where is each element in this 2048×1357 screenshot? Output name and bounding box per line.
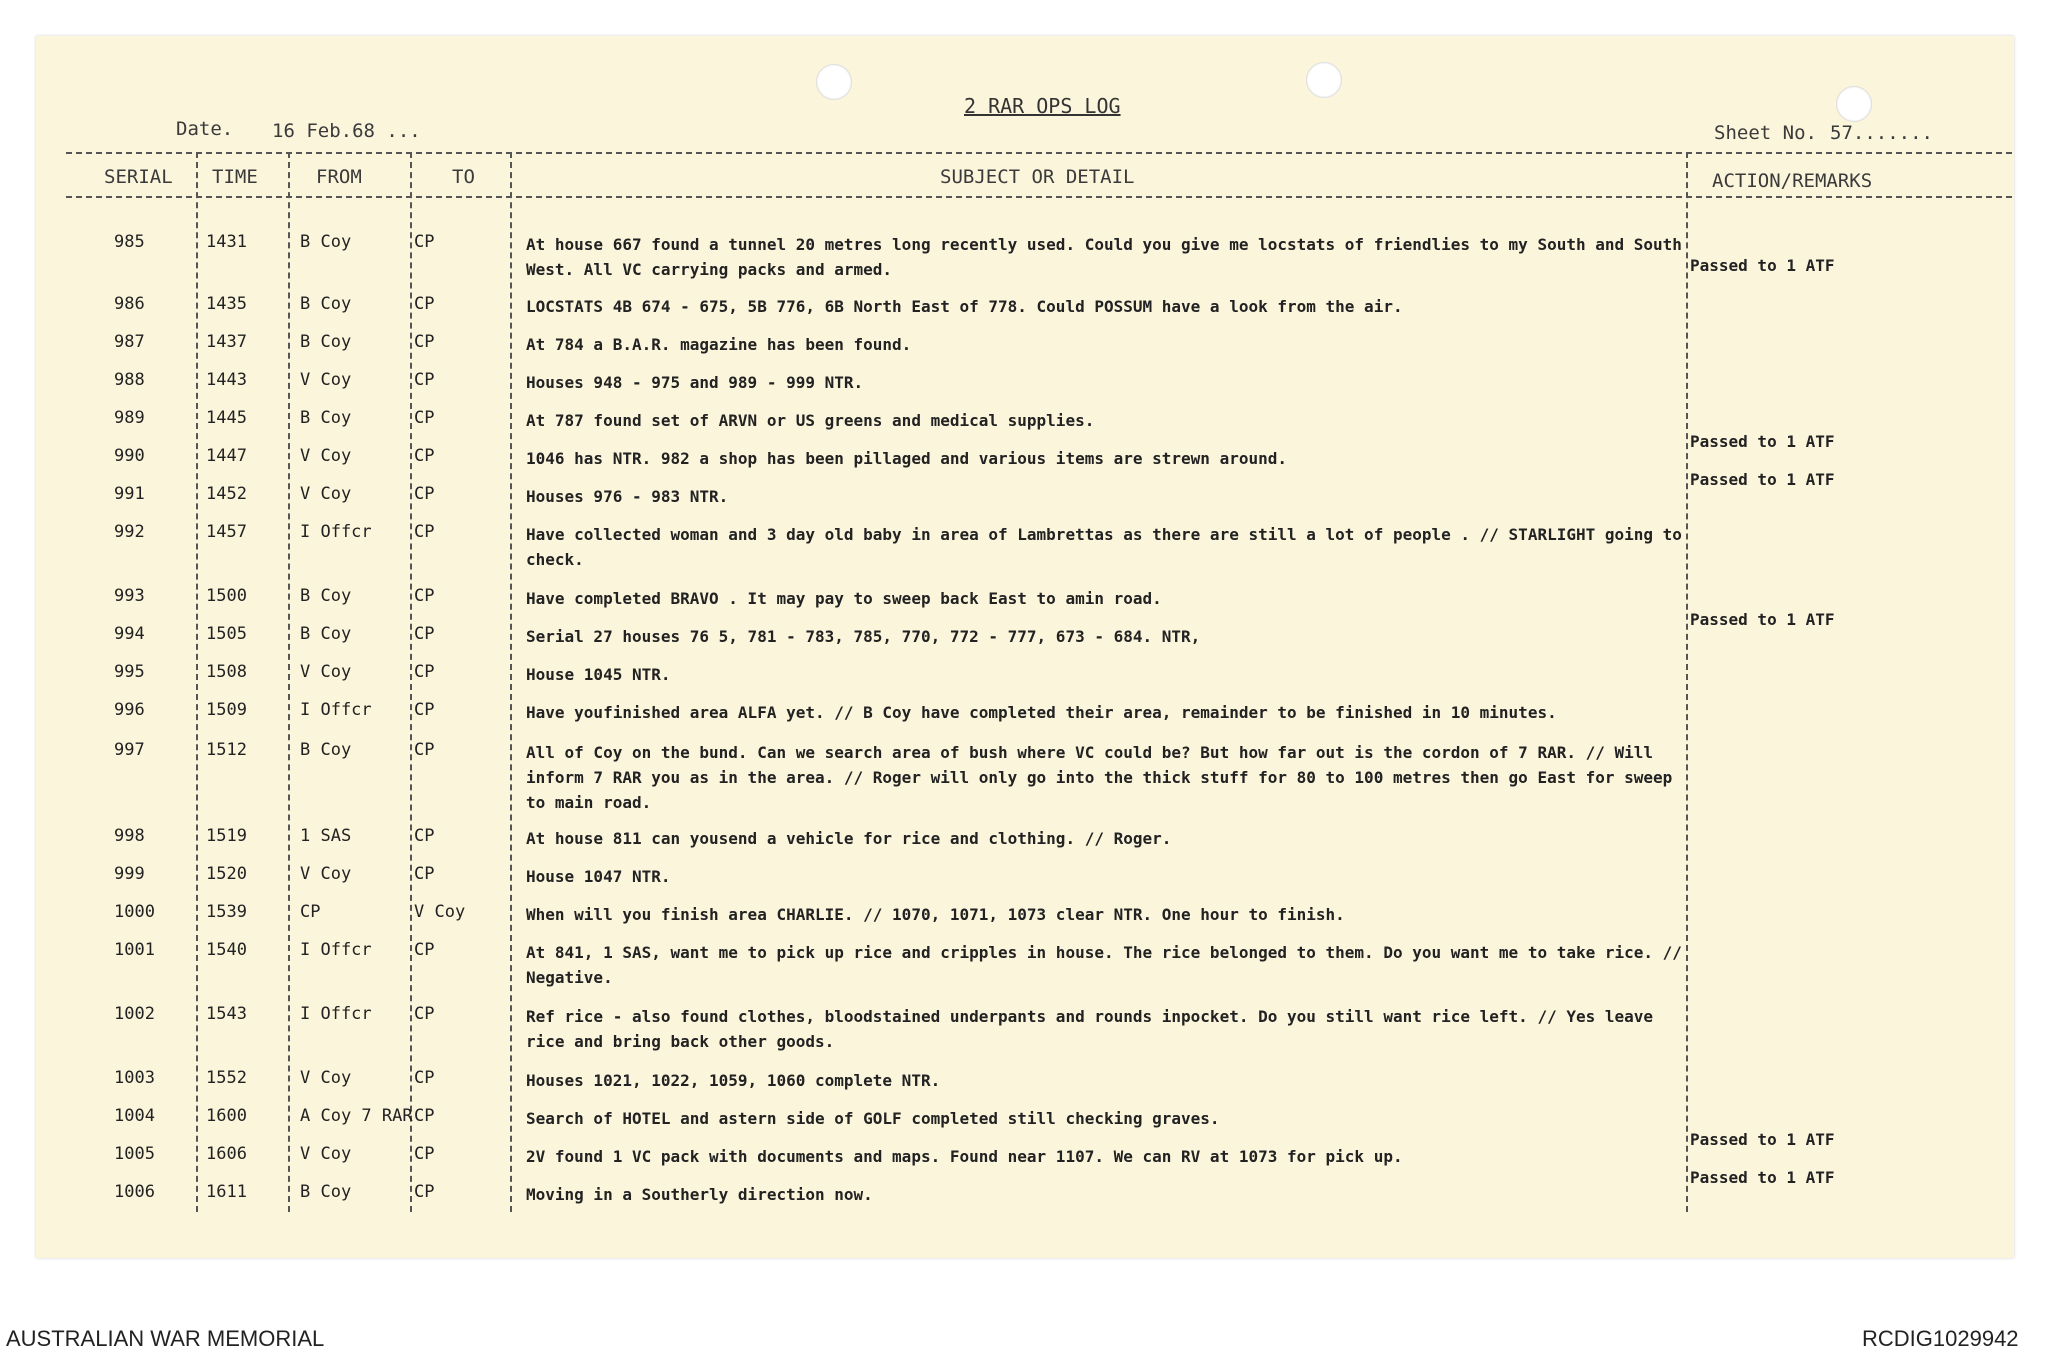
to-cell: CP — [414, 1106, 435, 1126]
table-row — [0, 484, 2048, 520]
from-cell: B Coy — [300, 332, 352, 352]
time-cell: 1552 — [206, 1068, 247, 1088]
action-cell: Passed to 1 ATF — [1690, 1168, 1835, 1187]
to-cell: CP — [414, 740, 435, 760]
time-cell: 1447 — [206, 446, 247, 466]
log-title: 2 RAR OPS LOG — [964, 94, 1121, 118]
table-row — [0, 1144, 2048, 1187]
to-cell: CP — [414, 232, 435, 252]
col-header-serial: SERIAL — [104, 166, 173, 188]
serial-cell: 999 — [114, 864, 145, 884]
serial-cell: 1006 — [114, 1182, 155, 1202]
to-cell: CP — [414, 370, 435, 390]
serial-cell: 996 — [114, 700, 145, 720]
detail-cell: Have collected woman and 3 day old baby in area of Lambrettas as there are still a lot of people . // STARLIGHT going to check. — [526, 525, 1682, 569]
table-row — [0, 864, 2048, 900]
detail-cell: Search of HOTEL and astern side of GOLF completed still checking graves. — [526, 1109, 1220, 1128]
from-cell: CP — [300, 902, 321, 922]
detail-cell: Have completed BRAVO . It may pay to sweep back East to amin road. — [526, 589, 1162, 608]
time-cell: 1435 — [206, 294, 247, 314]
from-cell: B Coy — [300, 294, 352, 314]
punch-hole-left — [816, 64, 852, 100]
to-cell: CP — [414, 522, 435, 542]
time-cell: 1452 — [206, 484, 247, 504]
from-cell: I Offcr — [300, 700, 372, 720]
to-cell: CP — [414, 700, 435, 720]
table-row — [0, 370, 2048, 406]
detail-cell: Moving in a Southerly direction now. — [526, 1185, 873, 1204]
action-cell: Passed to 1 ATF — [1690, 256, 1835, 275]
serial-cell: 997 — [114, 740, 145, 760]
table-row — [0, 662, 2048, 698]
from-cell: 1 SAS — [300, 826, 352, 846]
action-cell: Passed to 1 ATF — [1690, 432, 1835, 451]
from-cell: V Coy — [300, 662, 352, 682]
table-row — [0, 1182, 2048, 1218]
to-cell: CP — [414, 624, 435, 644]
serial-cell: 1000 — [114, 902, 155, 922]
col-header-to: TO — [452, 166, 475, 188]
detail-cell: LOCSTATS 4B 674 - 675, 5B 776, 6B North East of 778. Could POSSUM have a look from the air. — [526, 297, 1403, 316]
time-cell: 1445 — [206, 408, 247, 428]
time-cell: 1512 — [206, 740, 247, 760]
time-cell: 1520 — [206, 864, 247, 884]
time-cell: 1509 — [206, 700, 247, 720]
to-cell: CP — [414, 1182, 435, 1202]
to-cell: CP — [414, 662, 435, 682]
to-cell: CP — [414, 446, 435, 466]
serial-cell: 988 — [114, 370, 145, 390]
serial-cell: 989 — [114, 408, 145, 428]
table-row — [0, 446, 2048, 489]
to-cell: CP — [414, 294, 435, 314]
table-row — [0, 232, 2048, 279]
to-cell: CP — [414, 408, 435, 428]
table-row — [0, 826, 2048, 862]
detail-cell: At house 811 can yousend a vehicle for rice and clothing. // Roger. — [526, 829, 1172, 848]
detail-cell: At 784 a B.A.R. magazine has been found. — [526, 335, 912, 354]
from-cell: V Coy — [300, 1068, 352, 1088]
table-row — [0, 332, 2048, 368]
detail-cell: Serial 27 houses 76 5, 781 - 783, 785, 770, 772 - 777, 673 - 684. NTR, — [526, 627, 1201, 646]
time-cell: 1437 — [206, 332, 247, 352]
serial-cell: 990 — [114, 446, 145, 466]
header-top-rule — [66, 152, 2012, 154]
time-cell: 1431 — [206, 232, 247, 252]
from-cell: B Coy — [300, 740, 352, 760]
from-cell: V Coy — [300, 484, 352, 504]
time-cell: 1505 — [206, 624, 247, 644]
table-row — [0, 294, 2048, 330]
from-cell: V Coy — [300, 370, 352, 390]
from-cell: B Coy — [300, 232, 352, 252]
table-row — [0, 408, 2048, 451]
serial-cell: 1001 — [114, 940, 155, 960]
footer-right: RCDIG1029942 — [1862, 1326, 2019, 1351]
from-cell: B Coy — [300, 1182, 352, 1202]
punch-hole-right — [1836, 86, 1872, 122]
serial-cell: 1004 — [114, 1106, 155, 1126]
to-cell: CP — [414, 864, 435, 884]
table-row — [0, 624, 2048, 660]
serial-cell: 998 — [114, 826, 145, 846]
table-row — [0, 522, 2048, 569]
detail-cell: At 841, 1 SAS, want me to pick up rice and cripples in house. The rice belonged to them. Do you want me to take rice. // Negative. — [526, 943, 1682, 987]
punch-hole-center — [1306, 62, 1342, 98]
date-value: 16 Feb.68 ... — [272, 120, 421, 142]
col-header-time: TIME — [212, 166, 258, 188]
detail-cell: At house 667 found a tunnel 20 metres long recently used. Could you give me locstats of friendlies to my South and South West. All VC carrying packs and armed. — [526, 235, 1682, 279]
time-cell: 1611 — [206, 1182, 247, 1202]
table-row — [0, 902, 2048, 938]
detail-cell: House 1045 NTR. — [526, 665, 671, 684]
time-cell: 1540 — [206, 940, 247, 960]
to-cell: V Coy — [414, 902, 466, 922]
serial-cell: 994 — [114, 624, 145, 644]
sheet-label: Sheet No. — [1714, 122, 1817, 144]
detail-cell: Houses 948 - 975 and 989 - 999 NTR. — [526, 373, 864, 392]
detail-cell: All of Coy on the bund. Can we search area of bush where VC could be? But how far out is the cordon of 7 RAR. // Will inform 7 RAR you as in the area. // Roger will only go into the thick stuff for 80 to 100 metres then go East for sweep to main road. — [526, 743, 1673, 812]
from-cell: B Coy — [300, 624, 352, 644]
sheet-value: 57....... — [1830, 122, 1933, 144]
serial-cell: 986 — [114, 294, 145, 314]
time-cell: 1543 — [206, 1004, 247, 1024]
col-header-detail: SUBJECT OR DETAIL — [940, 166, 1135, 188]
detail-cell: Have youfinished area ALFA yet. // B Coy have completed their area, remainder to be finished in 10 minutes. — [526, 703, 1557, 722]
serial-cell: 1003 — [114, 1068, 155, 1088]
from-cell: V Coy — [300, 864, 352, 884]
detail-cell: Houses 976 - 983 NTR. — [526, 487, 729, 506]
from-cell: A Coy 7 RAR — [300, 1106, 413, 1126]
to-cell: CP — [414, 940, 435, 960]
detail-cell: 2V found 1 VC pack with documents and maps. Found near 1107. We can RV at 1073 for pick up. — [526, 1147, 1403, 1166]
to-cell: CP — [414, 1144, 435, 1164]
detail-cell: Ref rice - also found clothes, bloodstained underpants and rounds inpocket. Do you still want rice left. // Yes leave rice and bring back other goods. — [526, 1007, 1654, 1051]
table-row — [0, 1068, 2048, 1104]
to-cell: CP — [414, 1068, 435, 1088]
from-cell: V Coy — [300, 446, 352, 466]
serial-cell: 995 — [114, 662, 145, 682]
time-cell: 1457 — [206, 522, 247, 542]
serial-cell: 985 — [114, 232, 145, 252]
from-cell: I Offcr — [300, 940, 372, 960]
from-cell: B Coy — [300, 586, 352, 606]
from-cell: V Coy — [300, 1144, 352, 1164]
col-header-from: FROM — [316, 166, 362, 188]
serial-cell: 992 — [114, 522, 145, 542]
table-row — [0, 700, 2048, 736]
table-row — [0, 586, 2048, 629]
serial-cell: 1005 — [114, 1144, 155, 1164]
time-cell: 1606 — [206, 1144, 247, 1164]
to-cell: CP — [414, 332, 435, 352]
time-cell: 1500 — [206, 586, 247, 606]
footer-left: AUSTRALIAN WAR MEMORIAL — [6, 1326, 325, 1351]
detail-cell: 1046 has NTR. 982 a shop has been pillaged and various items are strewn around. — [526, 449, 1287, 468]
serial-cell: 991 — [114, 484, 145, 504]
time-cell: 1443 — [206, 370, 247, 390]
detail-cell: Houses 1021, 1022, 1059, 1060 complete NTR. — [526, 1071, 941, 1090]
from-cell: I Offcr — [300, 522, 372, 542]
table-row — [0, 940, 2048, 987]
to-cell: CP — [414, 826, 435, 846]
time-cell: 1600 — [206, 1106, 247, 1126]
to-cell: CP — [414, 586, 435, 606]
header-bottom-rule — [66, 196, 2012, 198]
to-cell: CP — [414, 1004, 435, 1024]
table-row — [0, 740, 2048, 812]
action-cell: Passed to 1 ATF — [1690, 610, 1835, 629]
date-label: Date. — [176, 118, 234, 140]
detail-cell: House 1047 NTR. — [526, 867, 671, 886]
serial-cell: 987 — [114, 332, 145, 352]
time-cell: 1539 — [206, 902, 247, 922]
time-cell: 1508 — [206, 662, 247, 682]
serial-cell: 1002 — [114, 1004, 155, 1024]
action-cell: Passed to 1 ATF — [1690, 470, 1835, 489]
table-row — [0, 1004, 2048, 1051]
detail-cell: When will you finish area CHARLIE. // 1070, 1071, 1073 clear NTR. One hour to finish. — [526, 905, 1345, 924]
from-cell: B Coy — [300, 408, 352, 428]
time-cell: 1519 — [206, 826, 247, 846]
from-cell: I Offcr — [300, 1004, 372, 1024]
serial-cell: 993 — [114, 586, 145, 606]
detail-cell: At 787 found set of ARVN or US greens and medical supplies. — [526, 411, 1095, 430]
action-cell: Passed to 1 ATF — [1690, 1130, 1835, 1149]
to-cell: CP — [414, 484, 435, 504]
table-row — [0, 1106, 2048, 1149]
col-header-action: ACTION/REMARKS — [1712, 170, 1873, 192]
